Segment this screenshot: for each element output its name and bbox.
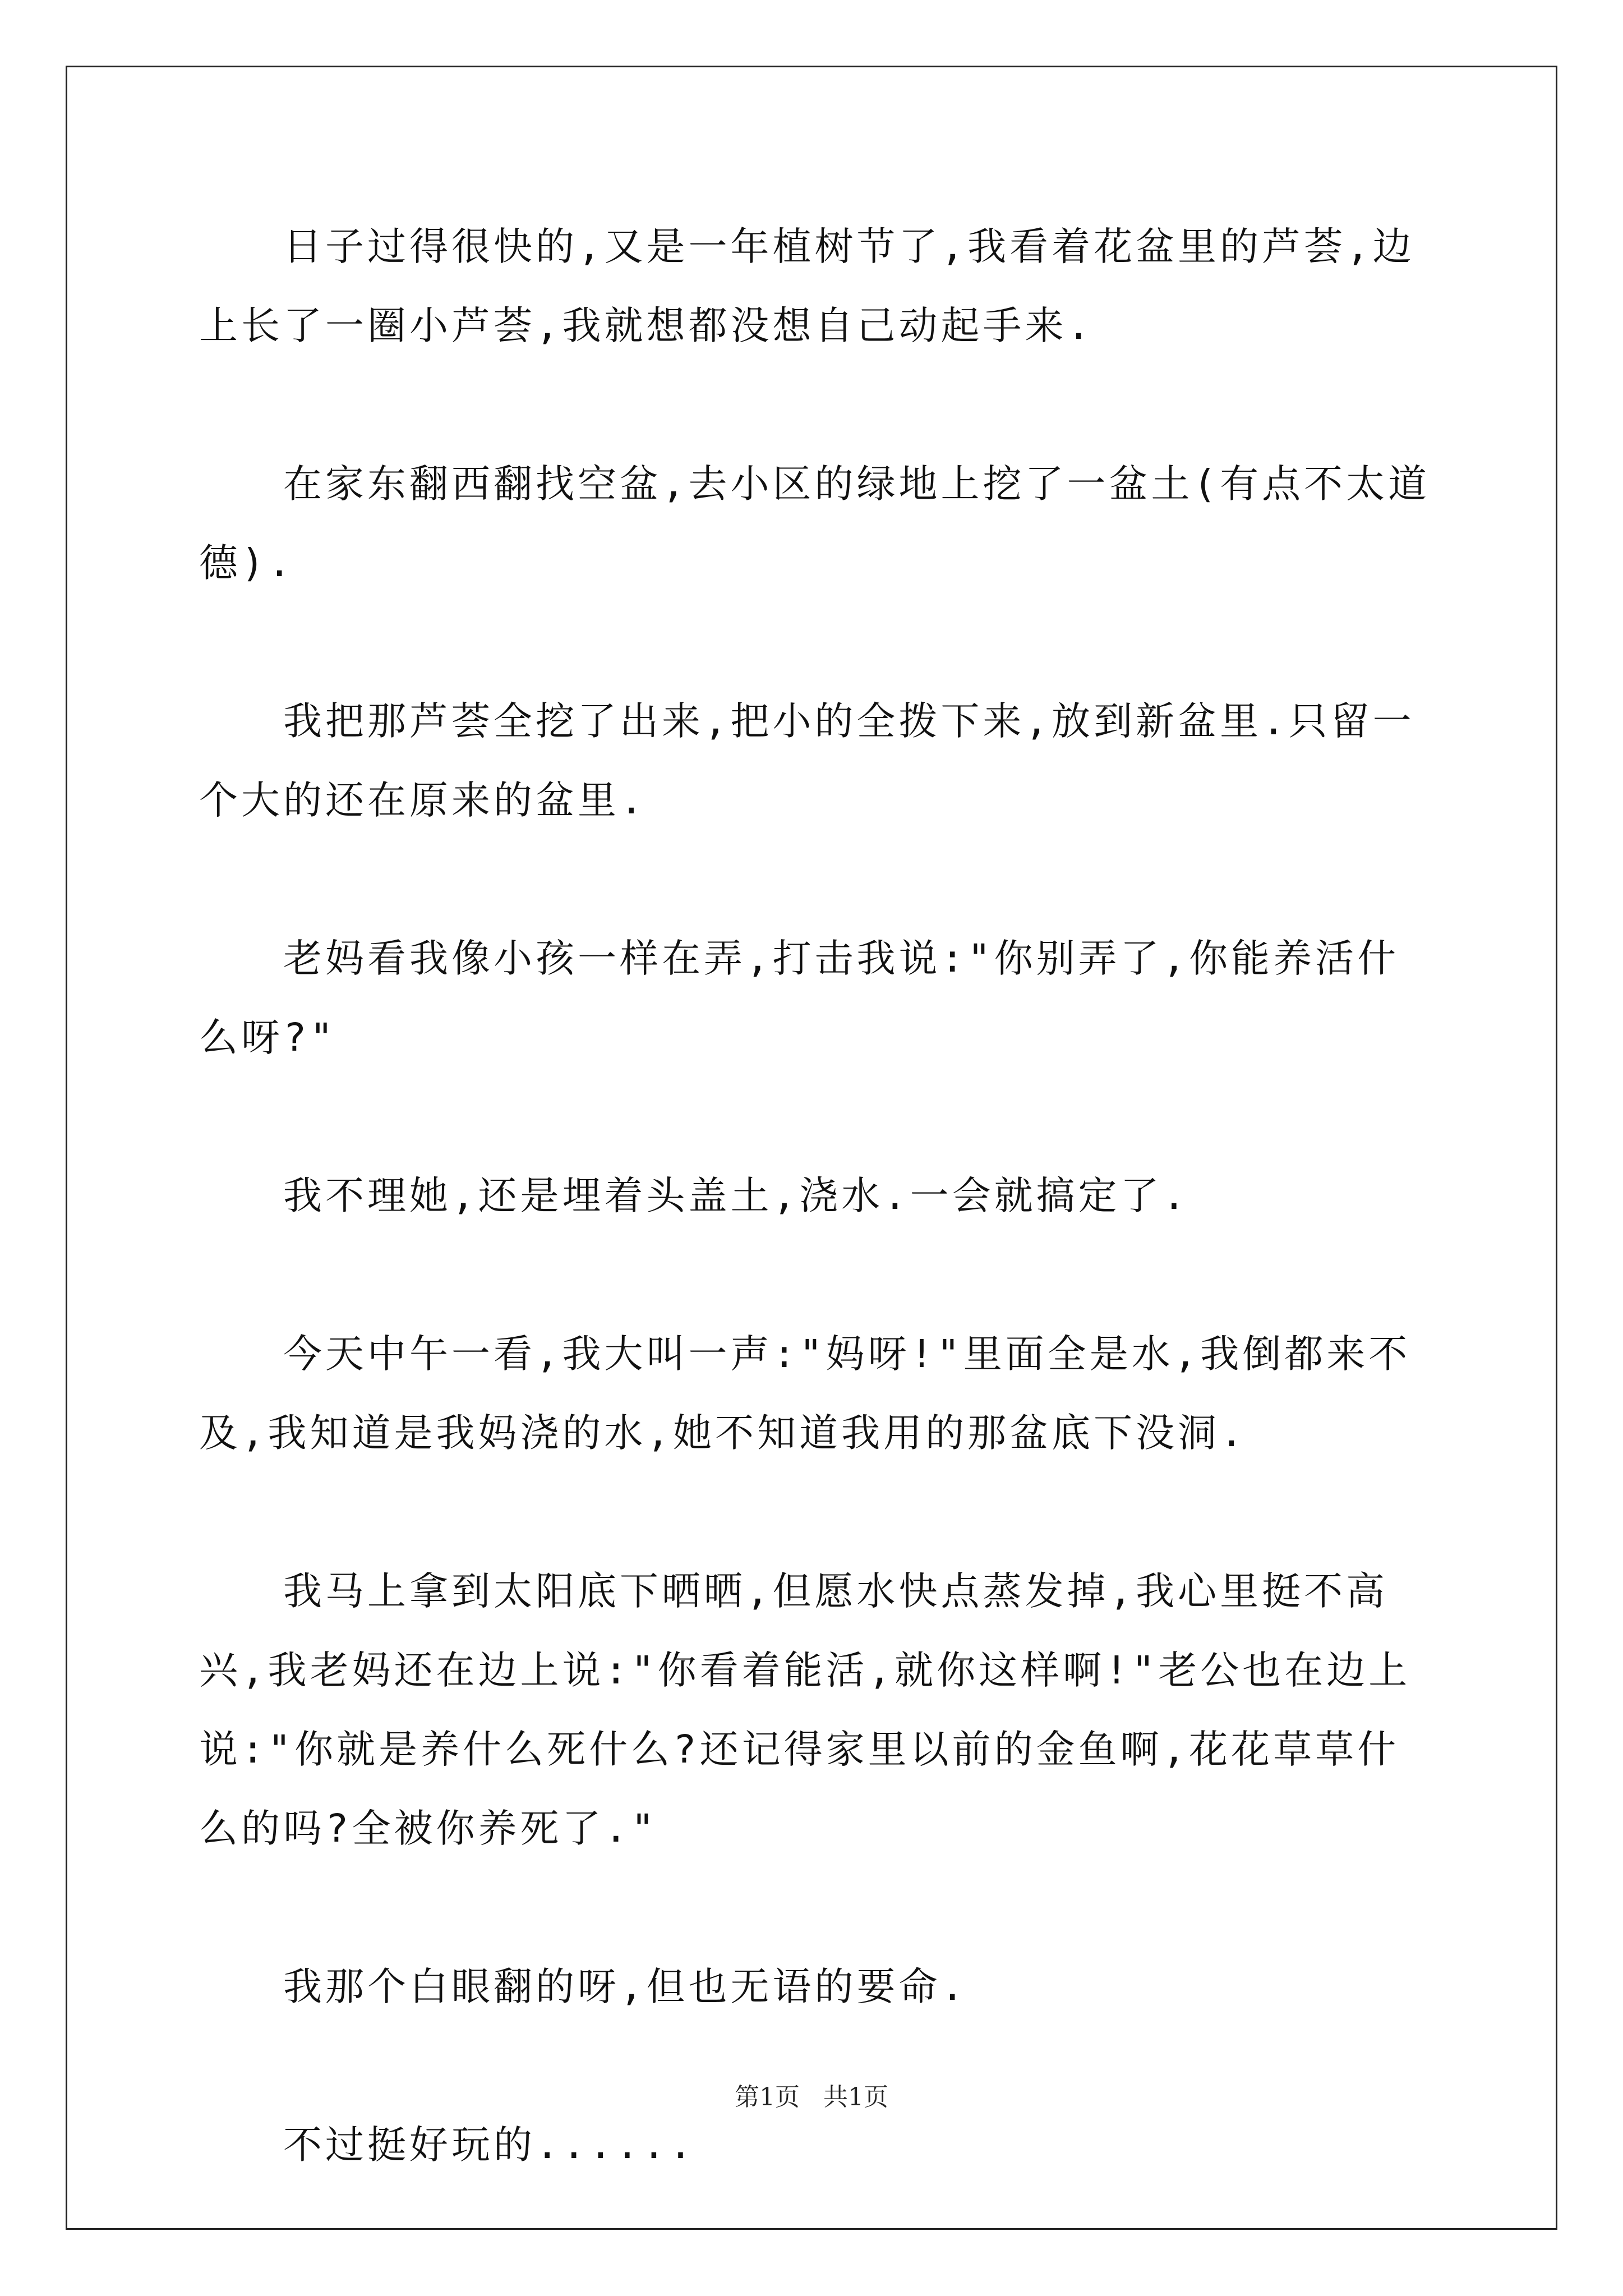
- page-number-footer: 第1页 共1页: [735, 2083, 888, 2111]
- document-body: [199, 208, 1433, 2185]
- paragraph-7: 我马上拿到太阳底下晒晒,但愿水快点蒸发掉,我心里挺不高兴,我老妈还在边上说:"你看着能活,就你这样啊!"老公也在边上说:"你就是养什么死什么?还记得家里以前的金鱼啊,花花草草什么的吗?全被你养死了.": [199, 1569, 1411, 1851]
- paragraph-3: 我把那芦荟全挖了出来,把小的全拨下来,放到新盆里.只留一个大的还在原来的盆里.: [199, 699, 1415, 823]
- paragraph-8: 我那个白眼翻的呀,但也无语的要命.: [283, 1964, 968, 2009]
- paragraph-9: 不过挺好玩的......: [283, 2123, 696, 2168]
- paragraph-6: 今天中午一看,我大叫一声:"妈呀!"里面全是水,我倒都来不及,我知道是我妈浇的水,她不知道我用的那盆底下没洞.: [199, 1332, 1411, 1456]
- paragraph-4: 老妈看我像小孩一样在弄,打击我说:"你别弄了,你能养活什么呀?": [199, 936, 1400, 1060]
- paragraph-5: 我不理她,还是埋着头盖土,浇水.一会就搞定了.: [283, 1174, 1189, 1218]
- paragraph-1: 日子过得很快的,又是一年植树节了,我看着花盆里的芦荟,边上长了一圈小芦荟,我就想都没想自己动起手来.: [199, 224, 1415, 348]
- paragraph-2: 在家东翻西翻找空盆,去小区的绿地上挖了一盆土(有点不太道德).: [199, 462, 1431, 586]
